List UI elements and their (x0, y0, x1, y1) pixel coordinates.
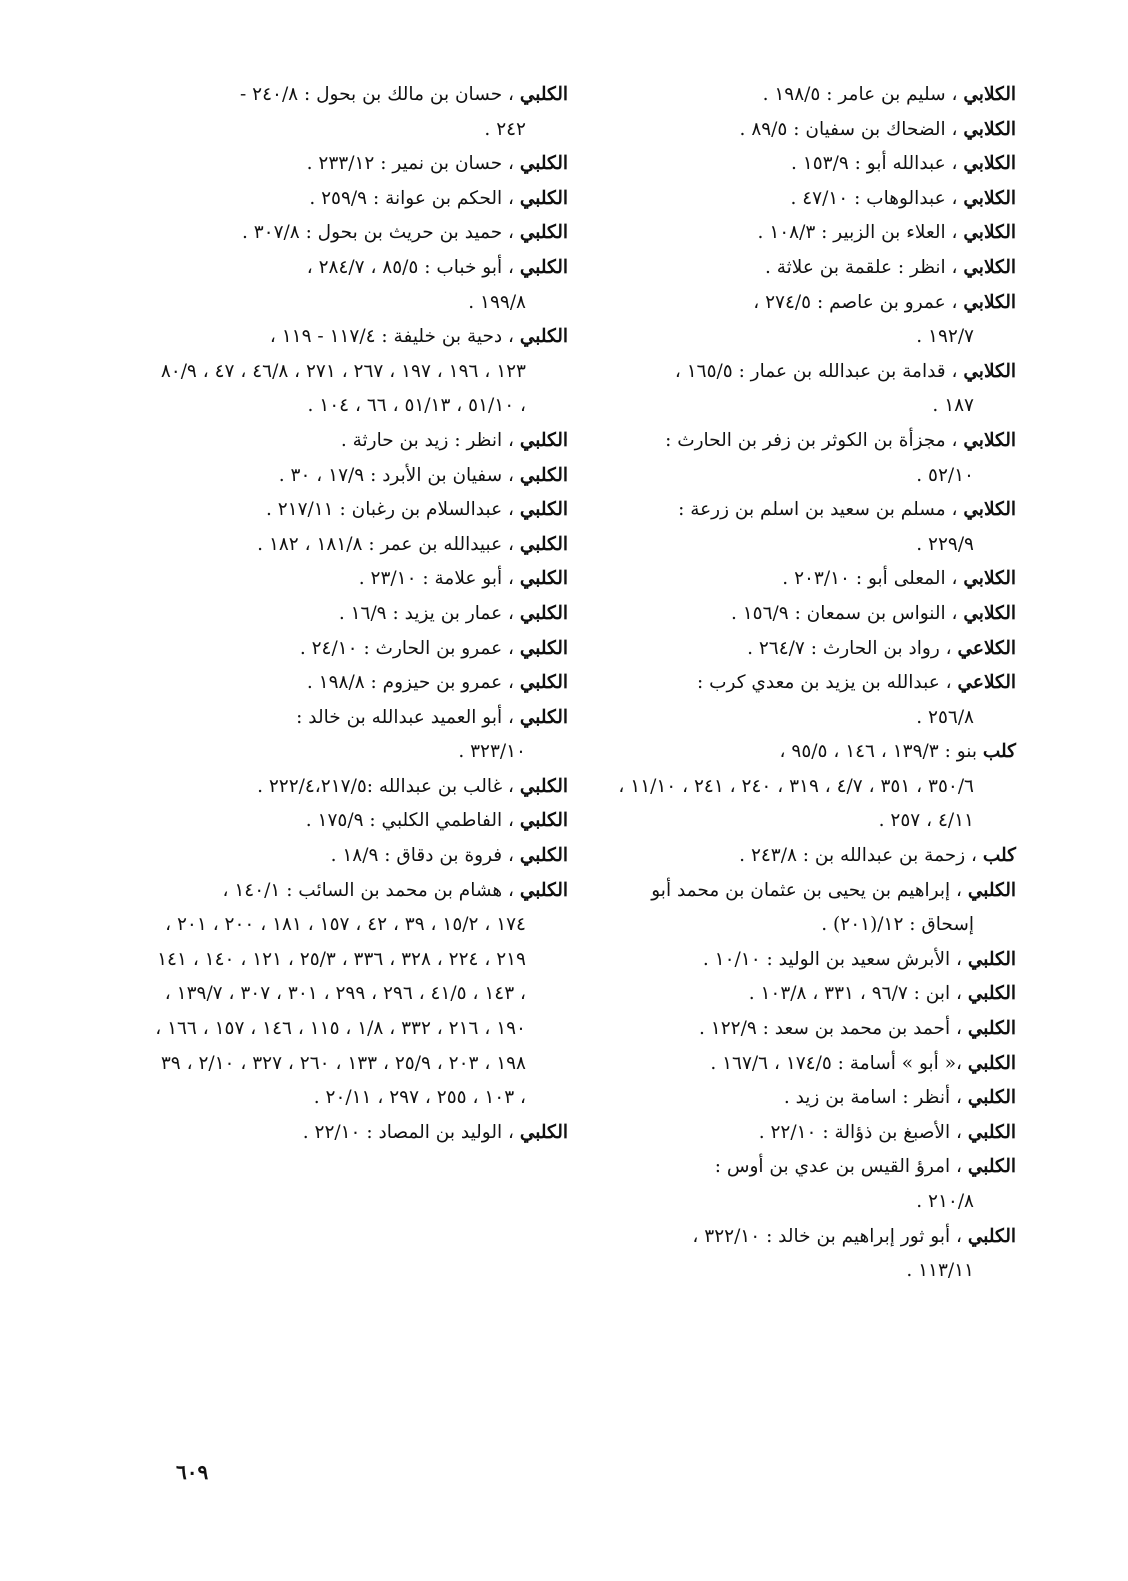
entry-heading: الكلبي (519, 499, 568, 521)
index-entry (152, 804, 568, 839)
entry-continuation: ١٩٢/٧ . (916, 326, 974, 348)
entry-heading: الكلابي (963, 256, 1016, 278)
entry-text: ، امرؤ القيس بن عدي بن أوس : (714, 1156, 968, 1178)
index-entry (600, 943, 1016, 978)
entry-heading: الكلبي (519, 222, 568, 244)
index-entry (600, 632, 1016, 667)
entry-text: ، عمرو بن حيزوم : ١٩٨/٨ . (306, 672, 520, 694)
entry-heading: الكلبي (519, 1121, 568, 1143)
entry-continuation: ١٨٧ . (932, 395, 974, 417)
entry-heading: الكلبي (967, 948, 1016, 970)
entry-text: ، مجزأة بن الكوثر بن زفر بن الحارث : (665, 429, 964, 451)
index-entry (600, 562, 1016, 597)
index-column-right (600, 78, 1016, 1289)
entry-text: ، أبو علامة : ٢٣/١٠ . (358, 568, 520, 590)
index-entry (152, 424, 568, 459)
entry-heading: الكلبي (519, 256, 568, 278)
entry-text: ، عبدالله أبو : ١٥٣/٩ . (791, 153, 964, 175)
entry-heading: الكلبي (519, 429, 568, 451)
entry-text: ، أبو العميد عبدالله بن خالد : (296, 706, 520, 728)
entry-text: ، ابن : ٩٦/٧ ، ٣٣١ ، ١٠٣/٨ . (748, 983, 968, 1005)
entry-heading: الكلبي (519, 464, 568, 486)
entry-continuation: ١٩٩/٨ . (468, 291, 526, 313)
entry-heading: كلب (982, 845, 1016, 867)
entry-heading: الكلبي (519, 84, 568, 105)
entry-text: ، دحية بن خليفة : ١١٧/٤ - ١١٩ ، (269, 326, 520, 348)
index-entry (600, 1150, 1016, 1219)
entry-heading: الكلاعي (957, 672, 1016, 694)
entry-heading: الكلبي (519, 153, 568, 175)
entry-text: ، قدامة بن عبدالله بن عمار : ١٦٥/٥ ، (674, 360, 964, 382)
index-entry (600, 874, 1016, 943)
entry-heading: الكلبي (967, 1121, 1016, 1143)
entry-text: ، أبو خباب : ٨٥/٥ ، ٢٨٤/٧ ، (306, 256, 520, 278)
entry-heading: الكلابي (963, 222, 1016, 244)
entry-heading: الكلابي (963, 429, 1016, 451)
entry-text: ، سفيان بن الأبرد : ١٧/٩ ، ٣٠ . (278, 464, 520, 486)
entry-heading: الكلبي (519, 533, 568, 555)
index-entry (152, 632, 568, 667)
entry-heading: الكلبي (967, 1018, 1016, 1040)
entry-heading: الكلبي (967, 983, 1016, 1005)
entry-heading: الكلبي (519, 672, 568, 694)
entry-heading: الكلبي (967, 1156, 1016, 1178)
entry-heading: الكلابي (963, 187, 1016, 209)
entry-heading: الكلبي (519, 187, 568, 209)
entry-text: ، هشام بن محمد بن السائب : ١٤٠/١ ، (222, 879, 520, 901)
entry-text: ،« أبو » أسامة : ١٧٤/٥ ، ١٦٧/٦ . (710, 1052, 968, 1074)
index-entry (600, 1081, 1016, 1116)
entry-text: ، زحمة بن عبدالله بن : ٢٤٣/٨ . (739, 845, 983, 867)
index-column-left (152, 78, 568, 1150)
entry-heading: كلب (982, 741, 1016, 763)
entry-continuation: ١٧٤ ، ١٥/٢ ، ٣٩ ، ٤٢ ، ١٥٧ ، ١٨١ ، ٢٠٠ ، ٢٠١ ، ٢١٩ ، ٢٢٤ ، ٣٢٨ ، ٣٣٦ ، ٢٥/٣ ، ١٢١ ، ١٤٠ ، ١٤١ ، ١٤٣ ، ٤١/٥ ، ٢٩٦ ، ٢٩٩ ، ٣٠١ ، ٣٠٧ ، ١٣٩/٧ ، ١٩٠ ، ٢١٦ ، ٣٣٢ ، ١/٨ ، ١١٥ ، ١٤٦ ، ١٥٧ ، ١٦٦ ، ١٩٨ ، ٢٠٣ ، ٢٥/٩ ، ١٣٣ ، ٢٦٠ ، ٣٢٧ ، ٢/١٠ ، ٣٩ ، ١٠٣ ، ٢٥٥ ، ٢٩٧ ، ٢٠/١١ . (155, 914, 526, 1109)
entry-heading: الكلبي (519, 706, 568, 728)
index-entry (152, 528, 568, 563)
index-entry (600, 182, 1016, 217)
entry-continuation: ٣٢٣/١٠ . (458, 741, 526, 763)
entry-heading: الكلبي (519, 845, 568, 867)
entry-heading: الكلبي (519, 775, 568, 797)
entry-heading: الكلابي (963, 568, 1016, 590)
entry-text: ، أحمد بن محمد بن سعد : ١٢٢/٩ . (699, 1018, 968, 1040)
index-entry (152, 251, 568, 320)
entry-heading: الكلابي (963, 84, 1016, 105)
entry-heading: الكلبي (519, 879, 568, 901)
entry-text: ، عبيدالله بن عمر : ١٨١/٨ ، ١٨٢ . (257, 533, 520, 555)
index-entry (152, 78, 568, 147)
index-entry (152, 1116, 568, 1151)
index-entry (152, 147, 568, 182)
index-entry (152, 874, 568, 1116)
entry-text: ، الضحاك بن سفيان : ٨٩/٥ . (739, 118, 964, 140)
entry-text: ، عبدالوهاب : ٤٧/١٠ . (790, 187, 964, 209)
index-entry (600, 666, 1016, 735)
entry-text: ، الأبرش سعيد بن الوليد : ١٠/١٠ . (702, 948, 968, 970)
index-entry (600, 78, 1016, 113)
entry-heading: الكلبي (519, 637, 568, 659)
entry-text: ، الفاطمي الكلبي : ١٧٥/٩ . (305, 810, 520, 832)
index-entry (600, 424, 1016, 493)
index-entry (600, 251, 1016, 286)
entry-heading: الكلابي (963, 602, 1016, 624)
entry-text: ، رواد بن الحارث : ٢٦٤/٧ . (747, 637, 958, 659)
entry-continuation: ٢٢٩/٩ . (916, 533, 974, 555)
entry-heading: الكلبي (519, 810, 568, 832)
entry-heading: الكلبي (967, 1225, 1016, 1247)
entry-text: ، انظر : زيد بن حارثة . (340, 429, 520, 451)
entry-text: ، إبراهيم بن يحيى بن عثمان بن محمد أبو (651, 879, 968, 901)
entry-text: ، المعلى أبو : ٢٠٣/١٠ . (782, 568, 964, 590)
page-number: ٦٠٩ (176, 1460, 209, 1484)
entry-heading: الكلاعي (957, 637, 1016, 659)
entry-text: ، غالب بن عبدالله :٢٢٢/٤،٢١٧/٥ . (257, 775, 520, 797)
entry-heading: الكلابي (963, 291, 1016, 313)
entry-text: ، انظر : علقمة بن علاثة . (764, 256, 964, 278)
entry-continuation: ١٢٣ ، ١٩٦ ، ١٩٧ ، ٢٦٧ ، ٢٧١ ، ٤٦/٨ ، ٤٧ ، ٨٠/٩ ، ٥١/١٠ ، ٥١/١٣ ، ٦٦ ، ١٠٤ . (160, 360, 526, 417)
index-entry (152, 770, 568, 805)
index-entry (600, 1220, 1016, 1289)
entry-heading: الكلابي (963, 118, 1016, 140)
entry-text: ، أبو ثور إبراهيم بن خالد : ٣٢٢/١٠ ، (692, 1225, 968, 1247)
index-entry (152, 666, 568, 701)
entry-continuation: ٥٢/١٠ . (916, 464, 974, 486)
entry-text: ، حسان بن مالك بن بحول : ٢٤٠/٨ - (240, 84, 520, 105)
entry-continuation: ٣٥٠/٦ ، ٣٥١ ، ٤/٧ ، ٣١٩ ، ٢٤٠ ، ٢٤١ ، ١١/١٠ ، ٤/١١ ، ٢٥٧ . (618, 775, 974, 832)
entry-continuation: إسحاق : ١٢/(٢٠١) . (821, 914, 974, 936)
index-entry (152, 562, 568, 597)
index-entry (600, 1047, 1016, 1082)
index-entry (152, 597, 568, 632)
entry-text: ، عمرو بن عاصم : ٢٧٤/٥ ، (753, 291, 964, 313)
entry-heading: الكلبي (967, 1087, 1016, 1109)
entry-text: ، عمار بن يزيد : ١٦/٩ . (338, 602, 520, 624)
entry-text: ، فروة بن دقاق : ١٨/٩ . (330, 845, 520, 867)
index-entry (600, 147, 1016, 182)
index-entry (152, 182, 568, 217)
entry-text: ، عبدالله بن يزيد بن معدي كرب : (696, 672, 958, 694)
index-entry (600, 493, 1016, 562)
entry-text: ، حميد بن حريث بن بحول : ٣٠٧/٨ . (241, 222, 520, 244)
entry-continuation: ٢٤٢ . (484, 118, 526, 140)
entry-heading: الكلبي (967, 1052, 1016, 1074)
index-entry (600, 735, 1016, 839)
entry-text: بنو : ١٣٩/٣ ، ١٤٦ ، ٩٥/٥ ، (779, 741, 983, 763)
entry-text: ، مسلم بن سعيد بن اسلم بن زرعة : (678, 499, 964, 521)
entry-heading: الكلبي (519, 568, 568, 590)
entry-continuation: ٢١٠/٨ . (916, 1191, 974, 1212)
index-entry (152, 320, 568, 424)
index-entry (600, 216, 1016, 251)
entry-text: ، العلاء بن الزبير : ١٠٨/٣ . (757, 222, 964, 244)
index-entry (152, 839, 568, 874)
entry-text: ، حسان بن نمير : ٢٣٣/١٢ . (306, 153, 520, 175)
index-entry (600, 977, 1016, 1012)
index-entry (600, 839, 1016, 874)
index-entry (600, 597, 1016, 632)
index-entry (152, 701, 568, 770)
index-entry (152, 493, 568, 528)
index-entry (600, 113, 1016, 148)
entry-text: ، الوليد بن المصاد : ٢٢/١٠ . (302, 1121, 520, 1143)
entry-continuation: ١١٣/١١ . (906, 1260, 974, 1282)
entry-text: ، أنظر : اسامة بن زيد . (783, 1087, 968, 1109)
entry-text: ، عمرو بن الحارث : ٢٤/١٠ . (299, 637, 520, 659)
entry-heading: الكلبي (967, 879, 1016, 901)
entry-text: ، عبدالسلام بن رغبان : ٢١٧/١١ . (265, 499, 520, 521)
index-entry (600, 286, 1016, 355)
entry-heading: الكلابي (963, 499, 1016, 521)
entry-text: ، الحكم بن عوانة : ٢٥٩/٩ . (309, 187, 520, 209)
entry-heading: الكلبي (519, 602, 568, 624)
entry-heading: الكلبي (519, 326, 568, 348)
index-entry (152, 216, 568, 251)
index-entry (152, 459, 568, 494)
entry-text: ، الأصبغ بن ذؤالة : ٢٢/١٠ . (758, 1121, 968, 1143)
entry-text: ، سليم بن عامر : ١٩٨/٥ . (762, 84, 964, 105)
entry-heading: الكلابي (963, 153, 1016, 175)
entry-heading: الكلابي (963, 360, 1016, 382)
index-entry (600, 1012, 1016, 1047)
entry-text: ، النواس بن سمعان : ١٥٦/٩ . (730, 602, 964, 624)
index-entry (600, 355, 1016, 424)
index-entry (600, 1116, 1016, 1151)
entry-continuation: ٢٥٦/٨ . (916, 706, 974, 728)
